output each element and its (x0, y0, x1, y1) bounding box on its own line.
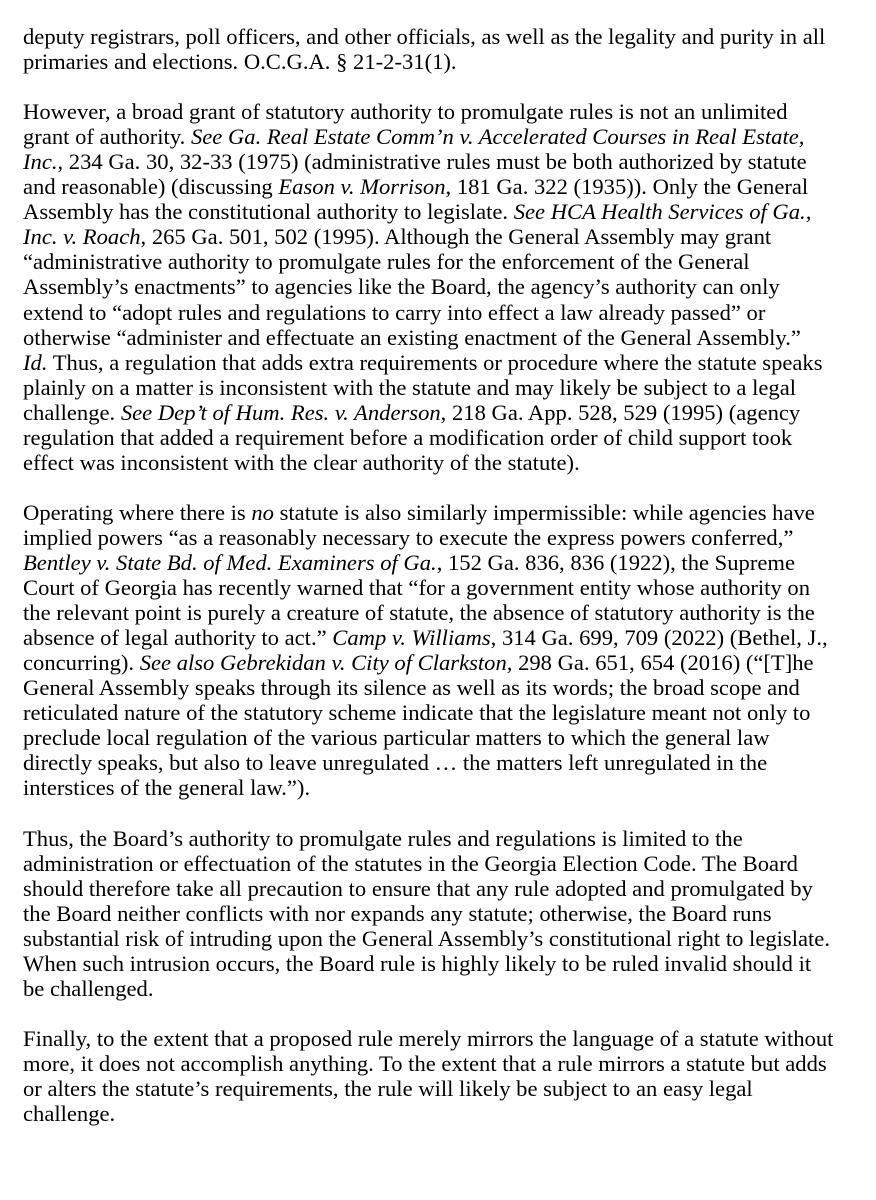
text-line (23, 750, 863, 775)
body-text: substantial risk of intruding upon the General Assembly’s constitutional right to legislate. (23, 925, 830, 951)
text-line (23, 500, 863, 525)
text-line (23, 1076, 863, 1101)
text-line (23, 876, 863, 901)
body-text: , 314 Ga. 699, 709 (2022) (Bethel, J., (490, 625, 828, 651)
text-line (23, 149, 863, 174)
body-text: “administrative authority to promulgate rules for the enforcement of the General (23, 249, 750, 275)
text-line (23, 24, 863, 49)
body-text: should therefore take all precaution to ensure that any rule adopted and promulgated by (23, 875, 813, 901)
text-line (23, 274, 863, 299)
body-text: , 218 Ga. App. 528, 529 (1995) (agency (440, 399, 801, 425)
body-text: challenge. (23, 1101, 116, 1127)
body-text: preclude local regulation of the various particular matters to which the general law (23, 725, 770, 751)
body-text: more, it does not accomplish anything. To the extent that a rule mirrors a statute but adds (23, 1050, 827, 1076)
document-page (23, 24, 863, 1151)
text-line (23, 375, 863, 400)
text-line (23, 525, 863, 550)
body-text: directly speaks, but also to leave unregulated … the matters left unregulated in the (23, 750, 768, 776)
text-line (23, 49, 863, 74)
body-text: grant of authority. (23, 124, 191, 150)
text-line (23, 775, 863, 800)
paragraph (23, 500, 863, 801)
text-line (23, 425, 863, 450)
text-line (23, 174, 863, 199)
paragraph (23, 99, 863, 475)
citation-italic-text: Inc. v. Roach (23, 224, 141, 250)
text-line (23, 99, 863, 124)
citation-italic-text: Camp v. Williams (332, 625, 491, 651)
body-text: regulation that added a requirement before a modification order of child support took (23, 424, 793, 450)
body-text: General Assembly speaks through its silence as well as its words; the broad scope and (23, 675, 800, 701)
text-line (23, 1026, 863, 1051)
text-line (23, 1101, 863, 1126)
body-text: , 181 Ga. 322 (1935)). Only the General (445, 174, 809, 200)
text-line (23, 625, 863, 650)
text-line (23, 450, 863, 475)
text-line (23, 550, 863, 575)
body-text: When such intrusion occurs, the Board rule is highly likely to be ruled invalid should it (23, 950, 812, 976)
text-line (23, 1051, 863, 1076)
citation-italic-text: no (251, 499, 274, 525)
citation-italic-text: Inc. (23, 149, 58, 175)
text-line (23, 224, 863, 249)
body-text: Assembly’s enactments” to agencies like the Board, the agency’s authority can only (23, 274, 780, 300)
text-line (23, 325, 863, 350)
body-text: Operating where there is (23, 499, 252, 525)
body-text: and reasonable) (discussing (23, 174, 279, 200)
text-line (23, 350, 863, 375)
text-line (23, 650, 863, 675)
body-text: otherwise “administer and effectuate an existing enactment of the General Assembly.” (23, 324, 801, 350)
citation-italic-text: Eason v. Morrison (278, 174, 446, 200)
body-text: statute is also similarly impermissible: while agencies have (273, 499, 815, 525)
text-line (23, 826, 863, 851)
body-text: plainly on a matter is inconsistent with the statute and may likely be subject to a legal (23, 374, 797, 400)
text-line (23, 575, 863, 600)
text-line (23, 675, 863, 700)
body-text: Court of Georgia has recently warned that “for a government entity whose authority on (23, 575, 810, 601)
citation-italic-text: See HCA Health Services of Ga., (513, 199, 812, 225)
text-line (23, 300, 863, 325)
paragraph (23, 1026, 863, 1126)
text-line (23, 725, 863, 750)
body-text: , 265 Ga. 501, 502 (1995). Although the General Assembly may grant (140, 224, 772, 250)
text-line (23, 926, 863, 951)
citation-italic-text: See Ga. Real Estate Comm’n v. Accelerated Courses in Real Estate, (190, 124, 805, 150)
body-text: effect was inconsistent with the clear authority of the statute). (23, 449, 580, 475)
body-text: deputy registrars, poll officers, and other officials, as well as the legality and purity in all (23, 24, 826, 49)
body-text: primaries and elections. O.C.G.A. § 21-2-31(1). (23, 49, 457, 75)
body-text: the relevant point is purely a creature of statute, the absence of statutory authority is the (23, 600, 815, 626)
body-text: extend to “adopt rules and regulations to carry into effect a law already passed” or (23, 299, 766, 325)
body-text: be challenged. (23, 975, 154, 1001)
text-line (23, 901, 863, 926)
text-line (23, 851, 863, 876)
text-line (23, 124, 863, 149)
body-text: 298 Ga. 651, 654 (2016) (“[T]he (512, 650, 814, 676)
text-line (23, 400, 863, 425)
text-line (23, 249, 863, 274)
body-text: concurring). (23, 650, 140, 676)
citation-italic-text: See also Gebrekidan v. City of Clarkston, (139, 650, 513, 676)
citation-italic-text: See Dep’t of Hum. Res. v. Anderson (120, 399, 441, 425)
body-text: challenge. (23, 399, 121, 425)
body-text: , 234 Ga. 30, 32-33 (1975) (administrative rules must be both authorized by statute (57, 149, 807, 175)
text-line (23, 600, 863, 625)
body-text: absence of legal authority to act.” (23, 625, 333, 651)
body-text: Thus, a regulation that adds extra requirements or procedure where the statute speaks (47, 349, 823, 375)
text-line (23, 976, 863, 1001)
paragraph (23, 826, 863, 1001)
body-text: the Board neither conflicts with nor expands any statute; otherwise, the Board runs (23, 900, 772, 926)
paragraph (23, 24, 863, 74)
citation-italic-text: Bentley v. State Bd. of Med. Examiners of Ga. (23, 549, 437, 575)
citation-italic-text: Id. (23, 349, 48, 375)
body-text: or alters the statute’s requirements, the rule will likely be subject to an easy legal (23, 1075, 753, 1101)
text-line (23, 700, 863, 725)
text-line (23, 951, 863, 976)
body-text: Thus, the Board’s authority to promulgate rules and regulations is limited to the (23, 825, 743, 851)
body-text: , 152 Ga. 836, 836 (1922), the Supreme (436, 549, 795, 575)
body-text: However, a broad grant of statutory authority to promulgate rules is not an unlimited (23, 99, 788, 125)
body-text: reticulated nature of the statutory scheme indicate that the legislature meant not only to (23, 700, 811, 726)
body-text: Assembly has the constitutional authority to legislate. (23, 199, 514, 225)
body-text: interstices of the general law.”). (23, 775, 311, 801)
body-text: Finally, to the extent that a proposed rule merely mirrors the language of a statute without (23, 1025, 834, 1051)
body-text: implied powers “as a reasonably necessary to execute the express powers conferred,” (23, 524, 794, 550)
text-line (23, 199, 863, 224)
body-text: administration or effectuation of the statutes in the Georgia Election Code. The Board (23, 850, 798, 876)
